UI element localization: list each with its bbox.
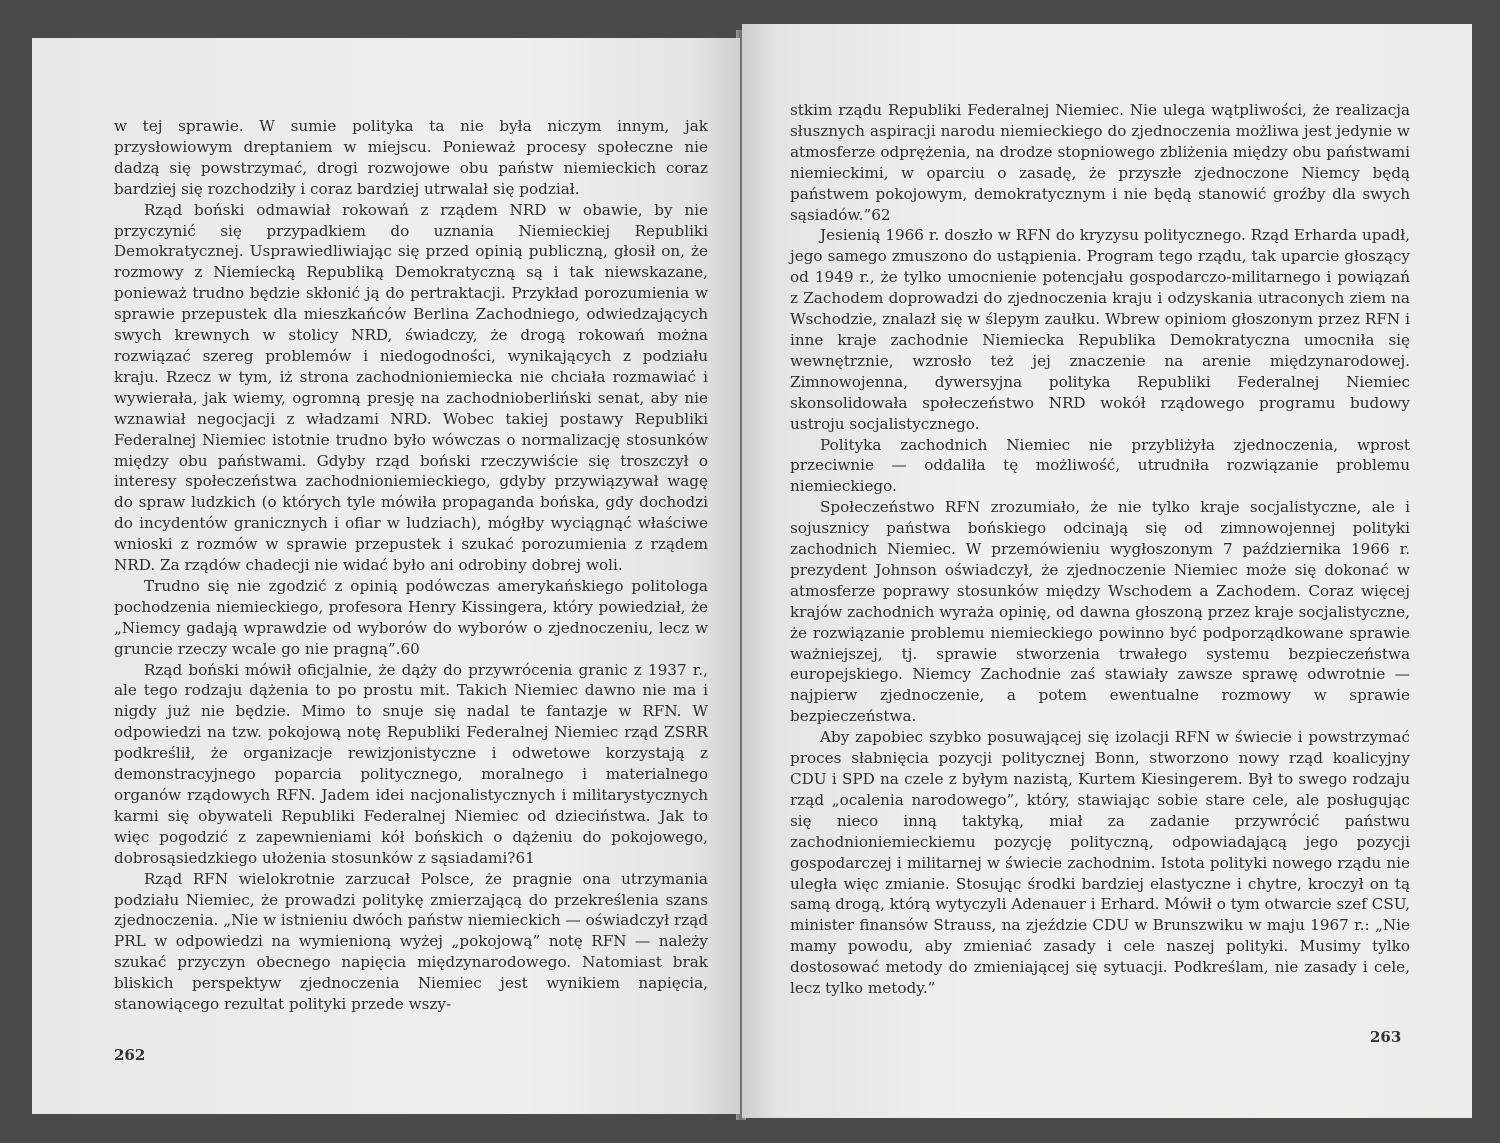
right-paragraph-4: Społeczeństwo RFN zrozumiało, że nie tylko kraje socjalistyczne, ale i sojusznicy państwa bońskiego odcinają się od zimnowojennej polityki zachodnich Niemiec. W przemówieniu wygłoszonym 7 października 1966 r. prezydent Johnson oświadczył, że zjednoczenie Niemiec może się dokonać w atmosferze poprawy stosunków między Wschodem a Zachodem. Coraz więcej krajów zachodnich wyraża opinię, od dawna głoszoną przez kraje socjalistyczne, że rozwiązanie problemu niemieckiego powinno być podporządkowane sprawie ważniejszej, tj. sprawie stworzenia trwałego systemu bezpieczeństwa europejskiego. Niemcy Zachodnie zaś stawiały zawsze sprawę odwrotnie — najpierw zjednoczenie, a potem ewentualne rozmowy w sprawie bezpieczeństwa. xyxy=(790,498,1410,726)
left-paragraph-5: Rząd RFN wielokrotnie zarzucał Polsce, że pragnie ona utrzymania podziału Niemiec, że prowadzi politykę zmierzającą do przekreślenia szans zjednoczenia. „Nie w istnieniu dwóch państw niemieckich — oświadczył rząd PRL w odpowiedzi na wymienioną wyżej „pokojową” notę RFN — należy szukać przyczyn obecnego napięcia międzynarodowego. Natomiast brak bliskich perspektyw zjednoczenia Niemiec jest wynikiem napięcia, stanowiącego rezultat polityki przede wszy- xyxy=(114,869,708,1014)
left-paragraph-1: w tej sprawie. W sumie polityka ta nie była niczym innym, jak przysłowiowym dreptaniem w miejscu. Ponieważ procesy społeczne nie dadzą się powstrzymać, drogi rozwojowe obu państw niemieckich coraz bardziej się rozchodziły i coraz bardziej utrwalał się podział. xyxy=(114,117,708,198)
right-paragraph-1: stkim rządu Republiki Federalnej Niemiec. Nie ulega wątpliwości, że realizacja słusznych aspiracji narodu niemieckiego do zjednoczenia możliwa jest jedynie w atmosferze odprężenia, na drodze stopniowego zbliżenia między obu państwami niemieckimi, w oparciu o zasadę, że przyszłe zjednoczone Niemcy będą państwem pokojowym, demokratycznym i nie będą stanowić groźby dla swych sąsiadów.”62 xyxy=(790,101,1410,224)
right-page-number: 263 xyxy=(1370,1028,1402,1046)
left-paragraph-3: Trudno się nie zgodzić z opinią podówczas amerykańskiego politologa pochodzenia niemieckiego, profesora Henry Kissingera, który powiedział, że „Niemcy gadają wprawdzie od wyborów do wyborów o zjednoczeniu, lecz w gruncie rzeczy wcale go nie pragną”.60 xyxy=(114,576,708,658)
right-paragraph-2: Jesienią 1966 r. doszło w RFN do kryzysu politycznego. Rząd Erharda upadł, jego samego zmuszono do ustąpienia. Program tego rządu, tak uparcie głoszący od 1949 r., że tylko umocnienie potencjału gospodarczo-militarnego i powiązań z Zachodem doprowadzi do zjednoczenia kraju i odzyskania utraconych ziem na Wschodzie, znalazł się w ślepym zaułku. Wbrew opiniom głoszonym przez RFN i inne kraje zachodnie Niemiecka Republika Demokratyczna umocniła się wewnętrznie, wzrosło też jej znaczenie na arenie międzynarodowej. Zimnowojenna, dywersyjna polityka Republiki Federalnej Niemiec skonsolidowała społeczeństwo NRD wokół rządowego programu budowy ustroju socjalistycznego. xyxy=(790,226,1410,433)
left-page xyxy=(32,38,740,1114)
right-paragraph-3: Polityka zachodnich Niemiec nie przybliżyła zjednoczenia, wprost przeciwnie — oddaliła tę możliwość, utrudniła rozwiązanie problemu niemieckiego. xyxy=(790,435,1410,496)
right-paragraph-5: Aby zapobiec szybko posuwającej się izolacji RFN w świecie i powstrzymać proces słabnięcia pozycji politycznej Bonn, stworzono nowy rząd koalicyjny CDU i SPD na czele z byłym nazistą, Kurtem Kiesingerem. Był to swego rodzaju rząd „ocalenia narodowego”, który, stawiając sobie stare cele, ale posługując się nieco inną taktyką, miał za zadanie przywrócić państwu zachodnioniemieckiemu pozycję polityczną, odpowiadającą jego pozycji gospodarczej i militarnej w świecie zachodnim. Istota polityki nowego rządu nie uległa więc zmianie. Stosując środki bardziej elastyczne i chytre, kroczył on tą samą drogą, którą wytyczyli Adenauer i Erhard. Mówił o tym otwarcie szef CSU, minister finansów Strauss, na zjeździe CDU w Brunszwiku w maju 1967 r.: „Nie mamy powodu, aby zmieniać zasady i cele naszej polityki. Musimy tylko dostosować metody do zmieniającej się sytuacji. Podkreślam, nie zasady i cele, lecz tylko metody.” xyxy=(790,728,1410,998)
left-paragraph-4: Rząd boński mówił oficjalnie, że dąży do przywrócenia granic z 1937 r., ale tego rodzaju dążenia to po prostu mit. Takich Niemiec dawno nie ma i nigdy już nie będzie. Mimo to snuje się nadal te fantazje w RFN. W odpowiedzi na tzw. pokojową notę Republiki Federalnej Niemiec rząd ZSRR podkreślił, że organizacje rewizjonistyczne i odwetowe korzystają z demonstracyjnego poparcia politycznego, moralnego i materialnego organów rządowych RFN. Jadem idei nacjonalistycznych i militarystycznych karmi się obywateli Republiki Federalnej Niemiec od dzieciństwa. Jak to więc pogodzić z zapewnieniami kół bońskich o dążeniu do pokojowego, dobrosąsiedzkiego ułożenia stosunków z sąsiadami?61 xyxy=(114,660,708,867)
right-page-text xyxy=(790,100,1410,999)
right-page xyxy=(742,24,1472,1118)
left-page-number: 262 xyxy=(114,1046,146,1064)
left-page-text xyxy=(114,116,708,1015)
left-paragraph-2: Rząd boński odmawiał rokowań z rządem NRD w obawie, by nie przyczynić się przypadkiem do uznania Niemieckiej Republiki Demokratycznej. Usprawiedliwiając się przed opinią publiczną, głosił on, że rozmowy z Niemiecką Republiką Demokratyczną są i tak niewskazane, ponieważ trudno będzie skłonić ją do pertraktacji. Przykład porozumienia w sprawie przepustek dla mieszkańców Berlina Zachodniego, odwiedzających swych krewnych w stolicy NRD, świadczy, że drogą rokowań można rozwiązać szereg problemów i niedogodności, wynikających z podziału kraju. Rzecz w tym, iż strona zachodnioniemiecka nie chciała rozmawiać i wywierała, jak wiemy, ogromną presję na zachodnioberliński senat, aby nie wznawiał negocjacji z władzami NRD. Wobec takiej postawy Republiki Federalnej Niemiec istotnie trudno było wówczas o normalizację stosunków między obu państwami. Gdyby rząd boński rzeczywiście się troszczył o interesy społeczeństwa zachodnioniemieckiego, gdyby przywiązywał wagę do spraw ludzkich (o których tyle mówiła propaganda bońska, gdy dochodzi do incydentów granicznych i ofiar w ludziach), mógłby wyciągnąć właściwe wnioski z rozmów w sprawie przepustek i szukać porozumienia z rządem NRD. Za rządów chadecji nie widać było ani odrobiny dobrej woli. xyxy=(114,200,708,575)
